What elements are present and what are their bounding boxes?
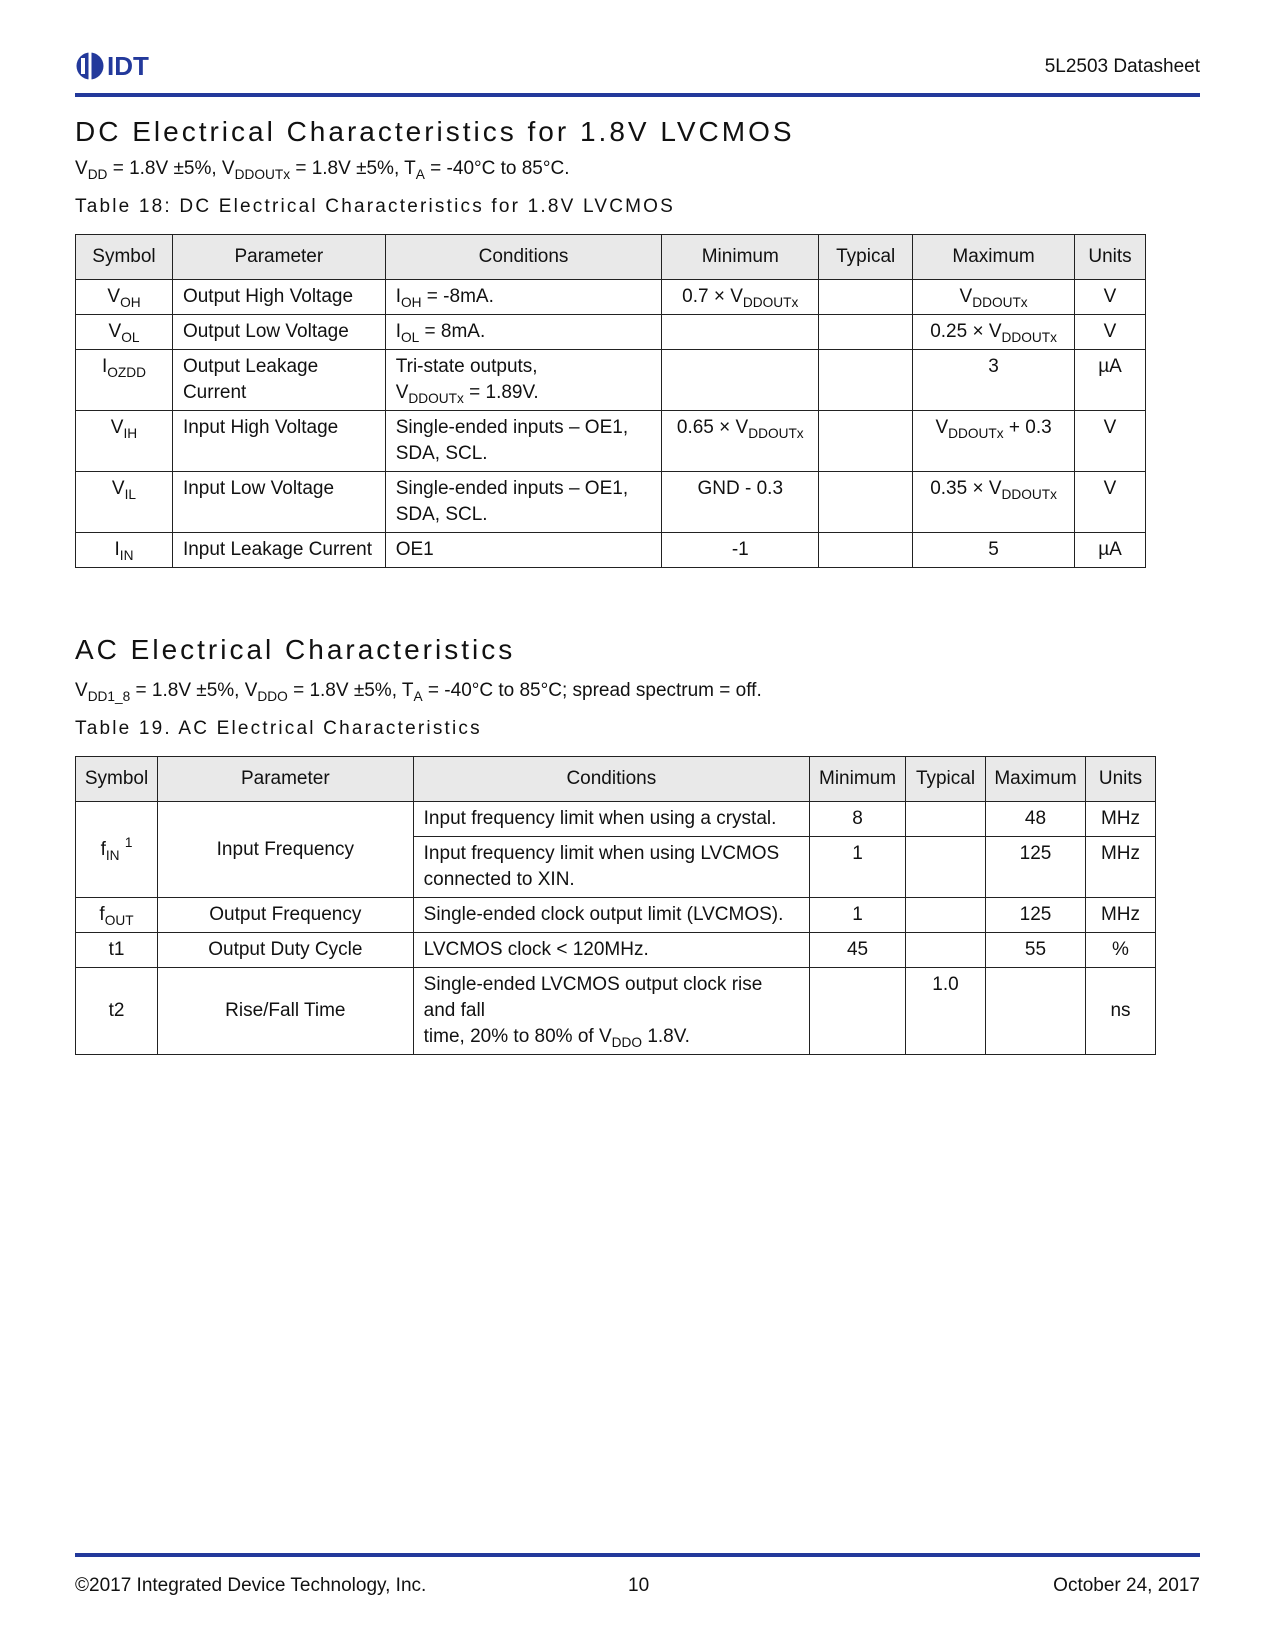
dc-conditions: $V_{DD} = 1.8V \pm 5\%$, $V_{DDOUTx} = 1.8V \pm 5\%$, $T_A = -40^\circ C$ to 85°C. xyxy=(75,158,570,182)
maximum-cell: 48 xyxy=(986,802,1086,837)
conditions-cell: Single-ended clock output limit (LVCMOS). xyxy=(413,898,809,933)
maximum-cell: $0.25 \times V_{DDOUTx}$ xyxy=(913,315,1075,350)
maximum-cell: $V_{DDOUTx}$ xyxy=(913,280,1075,315)
footer-page-number: 10 xyxy=(628,1575,650,1596)
units-cell: V xyxy=(1075,280,1146,315)
maximum-cell xyxy=(986,968,1086,1055)
table-row xyxy=(76,411,1146,472)
header-parameter: Parameter xyxy=(172,235,385,280)
conditions-cell: Single-ended inputs – OE1, SDA, SCL. xyxy=(385,472,662,533)
idt-logo-mark-icon xyxy=(75,51,105,81)
units-cell: µA xyxy=(1075,350,1146,411)
header-minimum: Minimum xyxy=(810,757,906,802)
units-cell: MHz xyxy=(1085,802,1155,837)
table-header-row xyxy=(76,235,1146,280)
footer-date: October 24, 2017 xyxy=(1053,1575,1200,1596)
conditions-cell: Single-ended inputs – OE1, SDA, SCL. xyxy=(385,411,662,472)
table-row xyxy=(76,280,1146,315)
conditions-cell: $I_{OH} = -8mA$. xyxy=(385,280,662,315)
parameter-cell: Input Low Voltage xyxy=(172,472,385,533)
typical-cell xyxy=(906,802,986,837)
symbol-cell: $V_{OL}$ xyxy=(76,315,173,350)
table-row xyxy=(76,898,1156,933)
units-cell: MHz xyxy=(1085,837,1155,898)
minimum-cell: -1 xyxy=(662,533,819,568)
table-row xyxy=(76,968,1156,1055)
typical-cell xyxy=(819,533,913,568)
parameter-cell: Output High Voltage xyxy=(172,280,385,315)
typical-cell xyxy=(819,315,913,350)
typical-cell xyxy=(819,411,913,472)
conditions-cell: Input frequency limit when using LVCMOS connected to XIN. xyxy=(413,837,809,898)
footer-copyright: ©2017 Integrated Device Technology, Inc. xyxy=(75,1575,427,1596)
parameter-cell: Input High Voltage xyxy=(172,411,385,472)
symbol-cell: $V_{IL}$ xyxy=(76,472,173,533)
table-row xyxy=(76,350,1146,411)
units-cell: V xyxy=(1075,411,1146,472)
symbol-cell: t1 xyxy=(76,933,158,968)
symbol-cell: t2 xyxy=(76,968,158,1055)
conditions-cell: Tri-state outputs, $V_{DDOUTx} = 1.89V$. xyxy=(385,350,662,411)
table-row xyxy=(76,315,1146,350)
typical-cell xyxy=(819,350,913,411)
header-typical: Typical xyxy=(819,235,913,280)
units-cell: MHz xyxy=(1085,898,1155,933)
maximum-cell: 3 xyxy=(913,350,1075,411)
maximum-cell: 125 xyxy=(986,898,1086,933)
table-header-row xyxy=(76,757,1156,802)
header-typical: Typical xyxy=(906,757,986,802)
minimum-cell: $0.65 \times V_{DDOUTx}$ xyxy=(662,411,819,472)
maximum-cell: $0.35 \times V_{DDOUTx}$ xyxy=(913,472,1075,533)
parameter-cell: Output Low Voltage xyxy=(172,315,385,350)
maximum-cell: 5 xyxy=(913,533,1075,568)
symbol-cell: $I_{OZDD}$ xyxy=(76,350,173,411)
ac-characteristics-table xyxy=(75,756,1156,1055)
ac-conditions: $V_{DD1\_8} = 1.8V \pm 5\%$, $V_{DDO} = 1.8V \pm 5\%$, $T_A = -40^\circ C$ to 85°C; spread spectrum = off. xyxy=(75,680,762,704)
units-cell: % xyxy=(1085,933,1155,968)
conditions-cell: $I_{OL} = 8mA$. xyxy=(385,315,662,350)
maximum-cell: $V_{DDOUTx} + 0.3$ xyxy=(913,411,1075,472)
minimum-cell: GND - 0.3 xyxy=(662,472,819,533)
minimum-cell xyxy=(810,968,906,1055)
units-cell: ns xyxy=(1085,968,1155,1055)
typical-cell xyxy=(906,837,986,898)
idt-logo xyxy=(75,50,149,82)
table-row xyxy=(76,533,1146,568)
minimum-cell: 1 xyxy=(810,837,906,898)
document-title: 5L2503 Datasheet xyxy=(1044,56,1200,77)
parameter-cell: Output Leakage Current xyxy=(172,350,385,411)
table-row xyxy=(76,933,1156,968)
header-conditions: Conditions xyxy=(385,235,662,280)
minimum-cell: 8 xyxy=(810,802,906,837)
header-units: Units xyxy=(1085,757,1155,802)
minimum-cell xyxy=(662,350,819,411)
minimum-cell: $0.7 \times V_{DDOUTx}$ xyxy=(662,280,819,315)
dc-section-title: DC Electrical Characteristics for 1.8V LVCMOS xyxy=(75,116,795,147)
maximum-cell: 55 xyxy=(986,933,1086,968)
units-cell: V xyxy=(1075,472,1146,533)
minimum-cell xyxy=(662,315,819,350)
symbol-cell: $V_{IH}$ xyxy=(76,411,173,472)
symbol-cell: $V_{OH}$ xyxy=(76,280,173,315)
typical-cell: 1.0 xyxy=(906,968,986,1055)
conditions-cell: Single-ended LVCMOS output clock rise and fall time, 20% to 80% of $V_{DDO}$ 1.8V. xyxy=(413,968,809,1055)
table-row xyxy=(76,802,1156,837)
header-maximum: Maximum xyxy=(986,757,1086,802)
header-units: Units xyxy=(1075,235,1146,280)
parameter-cell: Input Leakage Current xyxy=(172,533,385,568)
units-cell: V xyxy=(1075,315,1146,350)
header-maximum: Maximum xyxy=(913,235,1075,280)
header-symbol: Symbol xyxy=(76,235,173,280)
ac-table-caption: Table 19. AC Electrical Characteristics xyxy=(75,718,482,739)
minimum-cell: 1 xyxy=(810,898,906,933)
logo-text: IDT xyxy=(107,51,149,81)
header-conditions: Conditions xyxy=(413,757,809,802)
symbol-cell: $f_{IN}$ $^1$ xyxy=(76,802,158,898)
minimum-cell: 45 xyxy=(810,933,906,968)
parameter-cell: Output Frequency xyxy=(157,898,413,933)
dc-table-caption: Table 18: DC Electrical Characteristics for 1.8V LVCMOS xyxy=(75,196,676,217)
footer-rule xyxy=(75,1553,1200,1557)
conditions-cell: OE1 xyxy=(385,533,662,568)
dc-characteristics-table xyxy=(75,234,1146,568)
table-row xyxy=(76,472,1146,533)
typical-cell xyxy=(819,472,913,533)
header-rule xyxy=(75,93,1200,97)
typical-cell xyxy=(819,280,913,315)
units-cell: µA xyxy=(1075,533,1146,568)
parameter-cell: Output Duty Cycle xyxy=(157,933,413,968)
typical-cell xyxy=(906,933,986,968)
symbol-cell: $f_{OUT}$ xyxy=(76,898,158,933)
symbol-cell: $I_{IN}$ xyxy=(76,533,173,568)
conditions-cell: Input frequency limit when using a crystal. xyxy=(413,802,809,837)
parameter-cell: Rise/Fall Time xyxy=(157,968,413,1055)
parameter-cell: Input Frequency xyxy=(157,802,413,898)
header-parameter: Parameter xyxy=(157,757,413,802)
header-minimum: Minimum xyxy=(662,235,819,280)
conditions-cell: LVCMOS clock < 120MHz. xyxy=(413,933,809,968)
maximum-cell: 125 xyxy=(986,837,1086,898)
typical-cell xyxy=(906,898,986,933)
header-symbol: Symbol xyxy=(76,757,158,802)
ac-section-title: AC Electrical Characteristics xyxy=(75,634,516,665)
